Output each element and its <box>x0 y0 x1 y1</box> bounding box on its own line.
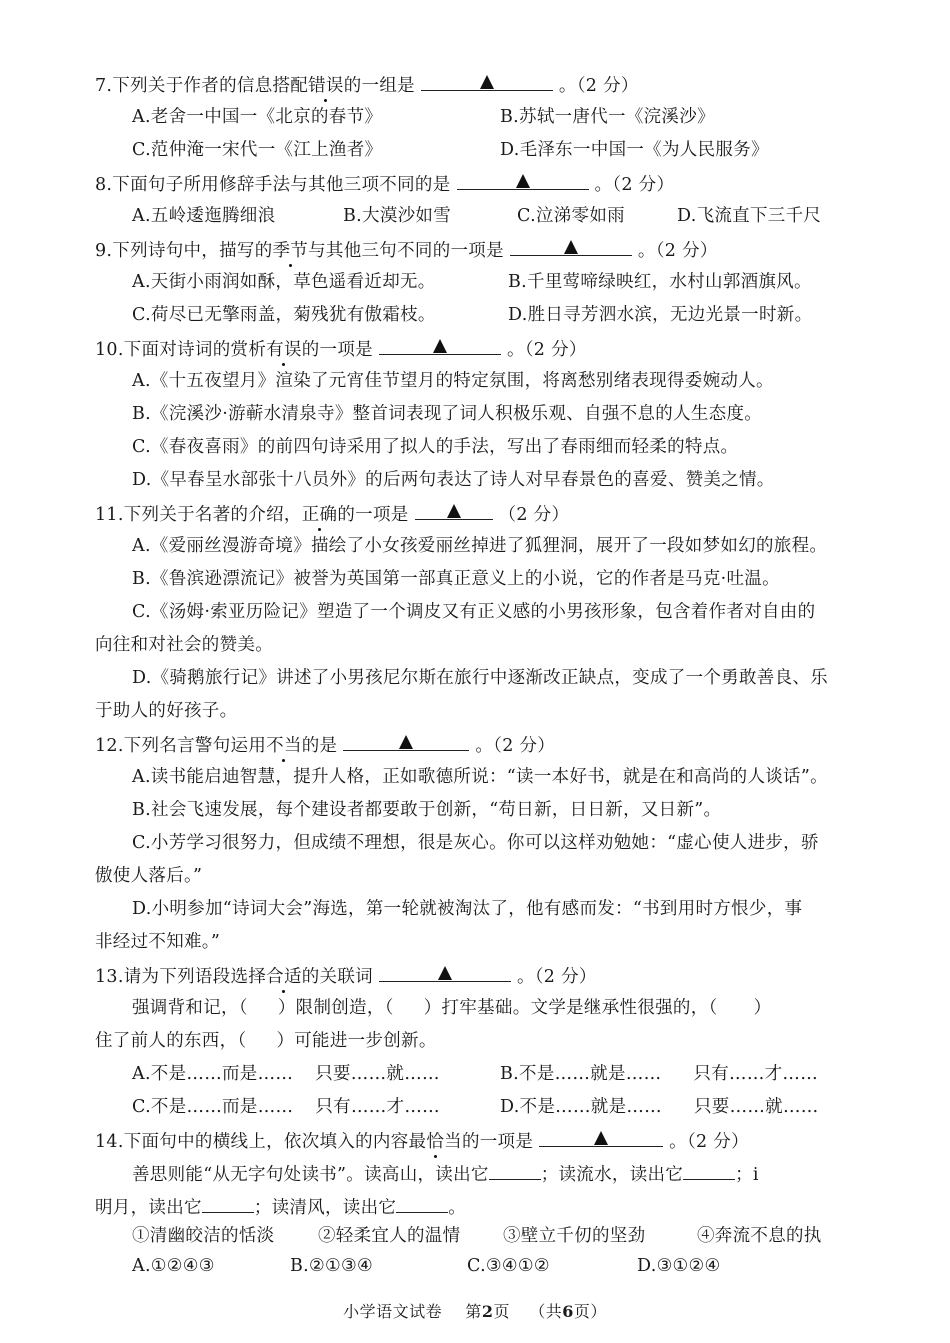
triangle-icon <box>438 966 452 980</box>
triangle-icon <box>480 75 494 89</box>
q14-option-c: C.③④①② <box>467 1256 550 1276</box>
emphasis-dot: 错误 <box>308 76 344 96</box>
q12-option-d-cont: 非经过不知难。” <box>95 932 221 952</box>
answer-blank[interactable] <box>415 501 493 520</box>
q7-option-d: D.毛泽东一中国一《为人民服务》 <box>500 140 769 160</box>
q14-item-1: ①清幽皎洁的恬淡 <box>132 1226 275 1246</box>
q9-option-c: C.荷尽已无擎雨盖，菊残犹有傲霜枝。 <box>132 305 436 325</box>
page-number: 2 <box>481 1302 494 1321</box>
q13-passage-line-2: 住了前人的东西，（ ）可能进一步创新。 <box>95 1031 437 1051</box>
answer-blank[interactable] <box>343 732 469 751</box>
q12-option-c-cont: 傲使人落后。” <box>95 866 203 886</box>
q9-stem: 9.下列诗句中，描写的季节与其他三句不同的一项是 。（2 分） <box>95 237 718 263</box>
q14-passage-line-2: 明月，读出它 ；读清风，读出它 。 <box>95 1194 466 1220</box>
triangle-icon <box>594 1131 608 1145</box>
q8-stem: 8.下面句子所用修辞手法与其他三项不同的是 。（2 分） <box>95 171 674 197</box>
triangle-icon <box>399 735 413 749</box>
q14-passage-line-1: 善思则能“从无字句处读书”。读高山，读出它 ；读流水，读出它 ；i <box>132 1161 759 1187</box>
answer-blank[interactable] <box>457 171 589 190</box>
emphasis-dot: 最恰当 <box>408 1132 462 1152</box>
triangle-icon <box>433 339 447 353</box>
triangle-icon <box>516 174 530 188</box>
q7-option-a: A.老舍一中国一《北京的春节》 <box>132 107 383 127</box>
q9-option-b: B.千里莺啼绿映红，水村山郭酒旗风。 <box>508 272 812 292</box>
q11-option-c: C.《汤姆·索亚历险记》塑造了一个调皮又有正义感的小男孩形象，包含着作者对自由的 <box>132 602 816 622</box>
q11-option-d: D.《骑鹅旅行记》讲述了小男孩尼尔斯在旅行中逐渐改正缺点，变成了一个勇敢善良、乐 <box>132 668 828 688</box>
q12-option-a: A.读书能启迪智慧，提升人格，正如歌德所说：“读一本好书，就是在和高尚的人谈话”。 <box>132 767 828 787</box>
answer-blank[interactable] <box>379 336 501 355</box>
q8-option-a: A.五岭逶迤腾细浪 <box>132 206 276 226</box>
q13-option-c: C.不是……而是…… 只有……才…… <box>132 1097 440 1117</box>
q12-option-b: B.社会飞速发展，每个建设者都要敢于创新，“苟日新，日日新，又日新”。 <box>132 800 722 820</box>
q14-option-a: A.①②④③ <box>132 1256 215 1276</box>
emphasis-dot: 有误 <box>266 340 302 360</box>
answer-blank[interactable] <box>379 963 511 982</box>
q7-option-b: B.苏轼一唐代一《浣溪沙》 <box>500 107 715 127</box>
q7-stem: 7.下列关于作者的信息搭配错误的一组是 。（2 分） <box>95 72 639 98</box>
q13-option-a: A.不是……而是…… 只要……就…… <box>132 1064 440 1084</box>
q13-option-b: B.不是……就是…… 只有……才…… <box>500 1064 819 1084</box>
q14-option-b: B.②①③④ <box>290 1256 373 1276</box>
emphasis-dot: 不当 <box>266 736 302 756</box>
fill-blank[interactable] <box>202 1194 254 1213</box>
page-footer: 小学语文试卷 第2页 （共6页） <box>343 1302 607 1321</box>
q13-stem: 13.请为下列语段选择合适的关联词 。（2 分） <box>95 963 597 989</box>
q14-item-4: ④奔流不息的执 <box>697 1226 822 1246</box>
q12-option-d: D.小明参加“诗词大会”海选，第一轮就被淘汰了，他有感而发：“书到用时方恨少，事 <box>132 899 803 919</box>
fill-blank[interactable] <box>489 1161 541 1180</box>
q13-passage-line-1: 强调背和记，（ ）限制创造，（ ）打牢基础。文学是继承性很强的，（ ） <box>132 998 772 1018</box>
emphasis-dot: 正确 <box>301 505 338 525</box>
triangle-icon <box>447 504 461 518</box>
q8-option-d: D.飞流直下三千尺 <box>677 206 822 226</box>
fill-blank[interactable] <box>683 1161 735 1180</box>
answer-blank[interactable] <box>510 237 632 256</box>
q13-option-d: D.不是……就是…… 只要……就…… <box>500 1097 819 1117</box>
q11-option-b: B.《鲁滨逊漂流记》被誉为英国第一部真正意义上的小说，它的作者是马克·吐温。 <box>132 569 780 589</box>
q9-option-d: D.胜日寻芳泗水滨，无边光景一时新。 <box>508 305 813 325</box>
q14-item-3: ③壁立千仞的坚劲 <box>503 1226 646 1246</box>
q12-option-c: C.小芳学习很努力，但成绩不理想，很是灰心。你可以这样劝勉她：“虚心使人进步，骄 <box>132 833 819 853</box>
q10-option-a: A.《十五夜望月》渲染了元宵佳节望月的特定氛围，将离愁别绪表现得委婉动人。 <box>132 371 774 391</box>
q10-option-c: C.《春夜喜雨》的前四句诗采用了拟人的手法，写出了春雨细而轻柔的特点。 <box>132 437 739 457</box>
q10-stem: 10.下面对诗词的赏析有误的一项是 。（2 分） <box>95 336 587 362</box>
q10-option-d: D.《早春呈水部张十八员外》的后两句表达了诗人对早春景色的喜爱、赞美之情。 <box>132 470 775 490</box>
q11-stem: 11.下列关于名著的介绍，正确的一项是 （2 分） <box>95 501 569 527</box>
q8-option-c: C.泣涕零如雨 <box>517 206 625 226</box>
q10-option-b: B.《浣溪沙·游蕲水清泉寺》整首词表现了词人积极乐观、自强不息的人生态度。 <box>132 404 763 424</box>
q8-option-b: B.大漠沙如雪 <box>343 206 452 226</box>
q14-option-d: D.③①②④ <box>637 1256 721 1276</box>
q14-item-2: ②轻柔宜人的温情 <box>318 1226 461 1246</box>
q11-option-c-cont: 向往和对社会的赞美。 <box>95 635 273 655</box>
answer-blank[interactable] <box>539 1128 663 1147</box>
q14-stem: 14.下面句中的横线上，依次填入的内容最恰当的一项是 。（2 分） <box>95 1128 749 1154</box>
q7-option-c: C.范仲淹一宋代一《江上渔者》 <box>132 140 383 160</box>
q9-option-a: A.天街小雨润如酥，草色遥看近却无。 <box>132 272 436 292</box>
q11-option-d-cont: 于助人的好孩子。 <box>95 701 238 721</box>
answer-blank[interactable] <box>421 72 553 91</box>
emphasis-dot: 季节 <box>272 241 309 261</box>
emphasis-dot: 合适 <box>266 967 302 987</box>
q12-stem: 12.下列名言警句运用不当的是 。（2 分） <box>95 732 555 758</box>
q11-option-a: A.《爱丽丝漫游奇境》描绘了小女孩爱丽丝掉进了狐狸洞，展开了一段如梦如幻的旅程。 <box>132 536 828 556</box>
triangle-icon <box>564 240 578 254</box>
total-pages: 6 <box>562 1302 574 1321</box>
fill-blank[interactable] <box>396 1194 448 1213</box>
